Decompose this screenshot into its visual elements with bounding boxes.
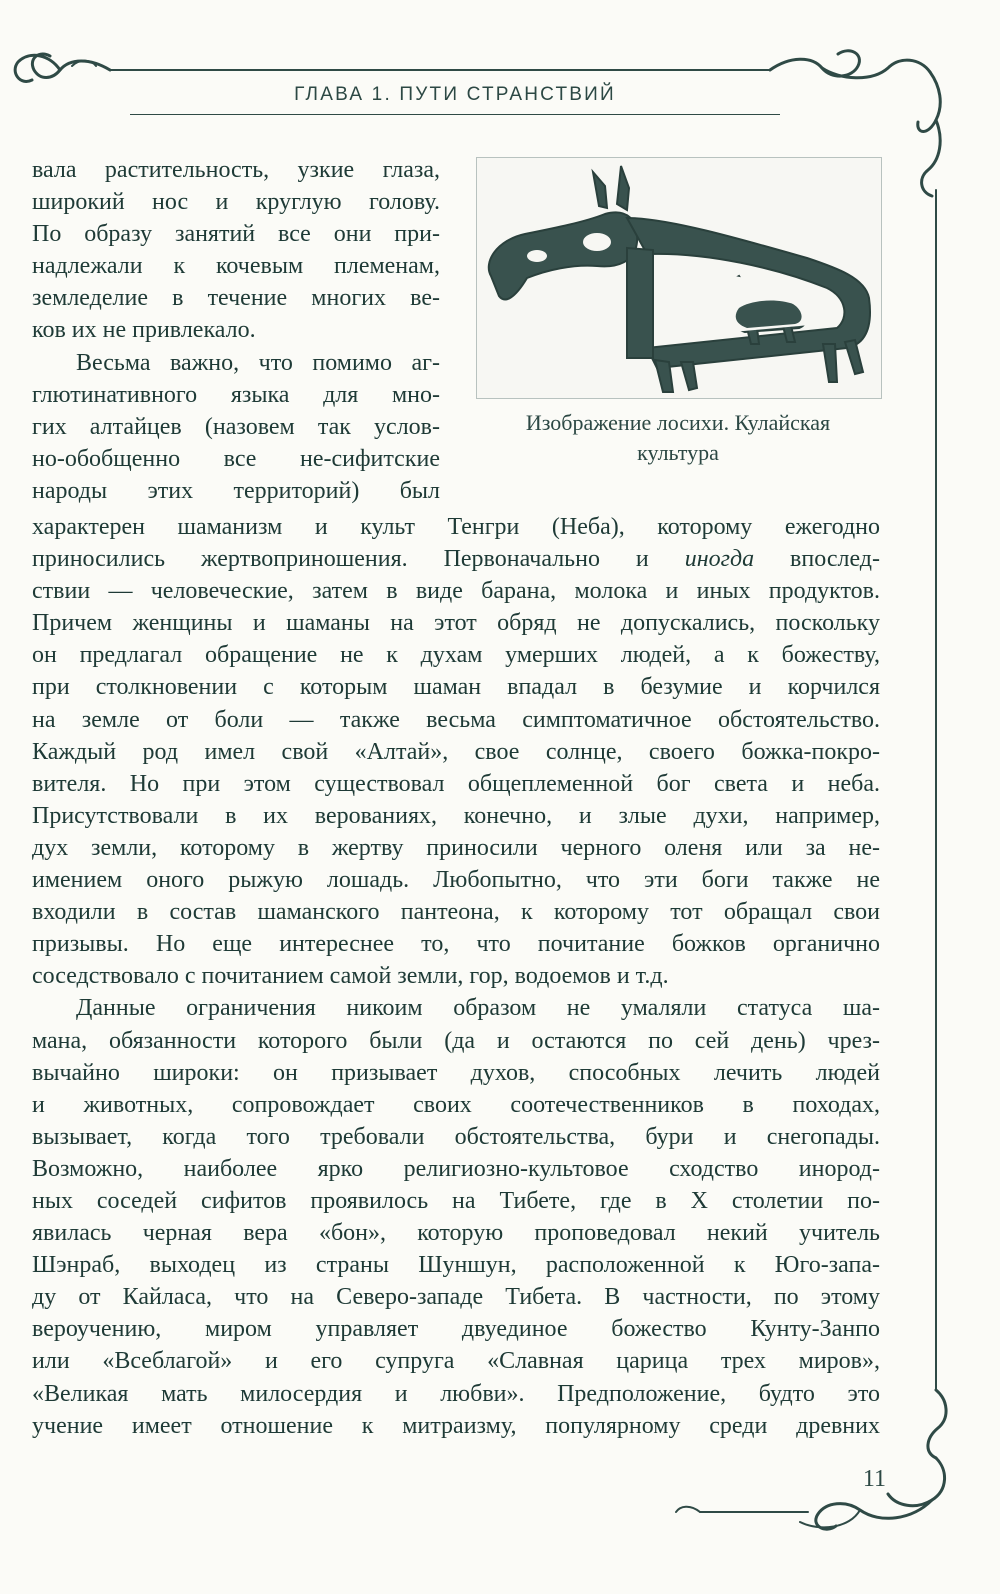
text-line: земледелие в течение многих ве- [32, 285, 440, 312]
text-line: Каждый род имел свой «Алтай», свое солнце, своего божка-покро- [32, 738, 880, 765]
text-line: на земле от боли — также весьма симптоматичное обстоятельство. [32, 706, 880, 733]
text-line: широкий нос и круглую голову. [32, 189, 440, 216]
text-line: приносились жертвоприношения. Первоначально и иногда впослед- [32, 546, 880, 573]
text-line: или «Всеблагой» и его супруга «Славная царица трех миров», [32, 1348, 880, 1375]
text-line: вызывает, когда того требовали обстоятельства, бури и снегопады. [32, 1123, 880, 1150]
text-line: надлежали к кочевым племенам, [32, 253, 440, 280]
chapter-title: ГЛАВА 1. ПУТИ СТРАНСТВИЙ [294, 84, 616, 105]
body-text [32, 511, 880, 1442]
figure-moose-image [476, 157, 882, 399]
caption-line: Изображение лосихи. Кулайская [525, 410, 831, 435]
text-line: ков их не привлекало. [32, 317, 256, 344]
text-line: ду от Кайласа, что на Северо-западе Тибета. В частности, по этому [32, 1284, 880, 1311]
column-paragraph [32, 154, 440, 507]
text-line: Присутствовали в их верованиях, конечно, и злые духи, например, [32, 802, 880, 829]
text-line: Шэнраб, выходец из страны Шуншун, расположенной к Юго-запа- [32, 1252, 880, 1279]
text-line: ствии — человеческие, затем в виде барана, молока и иных продуктов. [32, 578, 880, 605]
text-line: Весьма важно, что помимо аг- [76, 349, 440, 376]
moose-figure-image [477, 158, 881, 398]
text-line: дух земли, которому в жертву приносили черного оленя или за не- [32, 834, 880, 861]
text-line: вителя. Но при этом существовал общеплеменной бог света и неба. [32, 770, 880, 797]
figure-caption [476, 408, 880, 468]
text-line: По образу занятий все они при- [32, 221, 440, 248]
text-line: глютинативного языка для мно- [32, 381, 440, 408]
caption-line: культура [637, 440, 719, 465]
text-line: Данные ограничения никоим образом не умаляли статуса ша- [76, 995, 880, 1022]
text-line: характерен шаманизм и культ Тенгри (Неба), которому ежегодно [32, 514, 880, 540]
text-line: он предлагал обращение не к духам умерших людей, а к божеству, [32, 642, 880, 669]
text-line: явилась черная вера «бон», которую проповедовал некий учитель [32, 1220, 880, 1247]
text-line: при столкновении с которым шаман впадал в безумие и корчился [32, 674, 880, 701]
text-line: Причем женщины и шаманы на этот обряд не допускались, поскольку [32, 610, 880, 637]
text-line: и животных, сопровождает своих соотечественников в походах, [32, 1091, 880, 1118]
text-line: имением оного рыжую лошадь. Любопытно, что эти боги также не [32, 867, 880, 894]
text-line: мана, обязанности которого были (да и остаются по сей день) чрез- [32, 1027, 880, 1054]
text-line: народы этих территорий) был [32, 477, 440, 504]
text-line: Возможно, наиболее ярко религиозно-культовое сходство инород- [32, 1155, 880, 1182]
text-line: гих алтайцев (назовем так услов- [32, 413, 440, 440]
text-line: вероучению, миром управляет двуединое божество Кунту-Занпо [32, 1316, 880, 1343]
italic-emphasis: иногда [684, 546, 755, 573]
text-line: «Великая мать милосердия и любви». Предположение, будто это [32, 1380, 880, 1407]
text-line: вычайно широки: он призывает духов, способных лечить людей [32, 1059, 880, 1086]
title-rule [130, 114, 780, 115]
text-line: учение имеет отношение к митраизму, популярному среди древних [32, 1412, 880, 1439]
text-line: входили в состав шаманского пантеона, к которому тот обращал свои [32, 899, 880, 926]
text-line: соседствовало с почитанием самой земли, гор, водоемов и т.д. [32, 963, 669, 990]
page-number: 11 [862, 1466, 886, 1492]
text-line: вала растительность, узкие глаза, [32, 157, 440, 183]
text-line: призывы. Но еще интереснее то, что почитание божков органично [32, 931, 880, 958]
text-line: но-обобщенно все не-сифитские [32, 445, 440, 472]
text-line: ных соседей сифитов проявилось на Тибете, где в X столетии по- [32, 1187, 880, 1214]
